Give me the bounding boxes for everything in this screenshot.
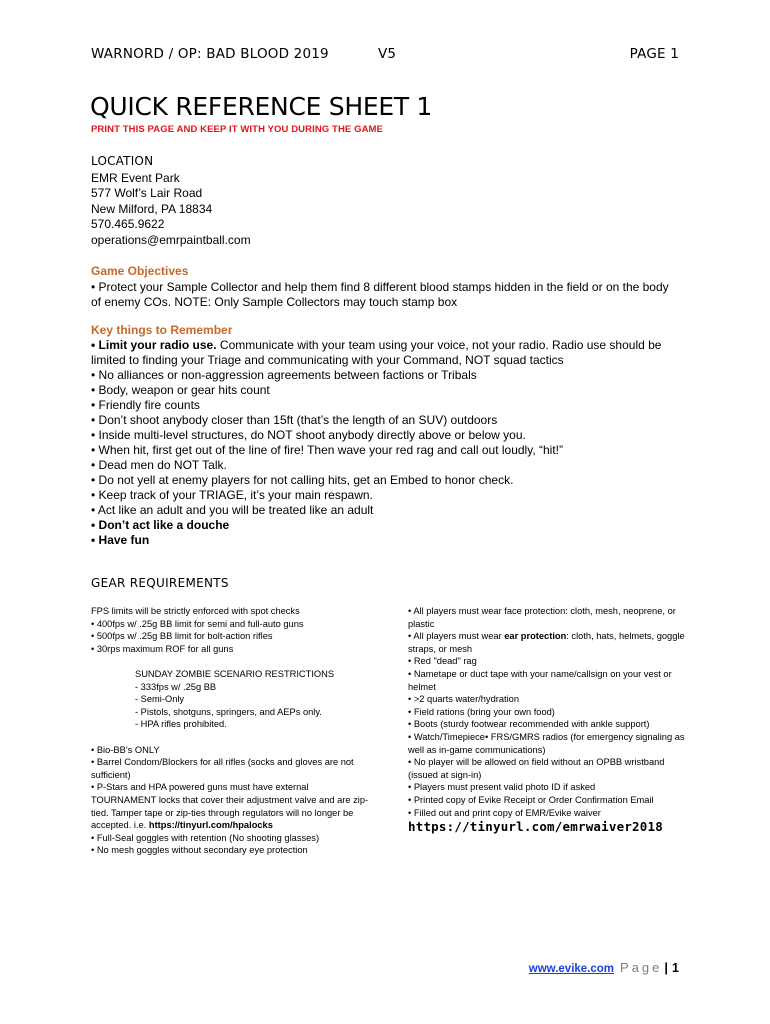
header-version: V5 [378,46,397,62]
objectives-section [91,264,681,310]
key-item-radio-bold: • Limit your radio use. [91,338,217,352]
page-footer [529,960,679,975]
header-page-number: PAGE 1 [629,46,679,62]
zombie-heading: SUNDAY ZOMBIE SCENARIO RESTRICTIONS [135,668,335,679]
location-line: EMR Event Park [91,170,180,185]
key-item: • When hit, first get out of the line of fire! Then wave your red rag and call out loudly, “hit!” [91,443,563,457]
location-line: New Milford, PA 18834 [91,201,213,216]
key-item-radio-rest: Communicate with your team using your voice, not your radio. Radio use should be limited to finding your Triage and communicating with your Command, NOT squad tactics [91,338,662,367]
gear-rule: • Full-Seal goggles with retention (No shooting glasses) [91,832,320,843]
gear-rule: • Barrel Condom/Blockers for all rifles (socks and gloves are not sufficient) [91,757,354,780]
gear-rule-locks [91,781,376,831]
spacer [91,731,376,744]
key-item-radio [91,338,681,368]
objectives-heading: Game Objectives [91,264,189,278]
location-heading: LOCATION [91,154,154,168]
gear-item-ear-bold: ear protection [504,631,567,642]
gear-item: • Field rations (bring your own food) [408,706,555,717]
key-item: • Dead men do NOT Talk. [91,458,227,472]
header-doc-title: WARNORD / OP: BAD BLOOD 2019 [91,46,329,62]
gear-rule: • No mesh goggles without secondary eye protection [91,845,308,856]
fps-line: • 400fps w/ .25g BB limit for semi and full-auto guns [91,618,304,629]
gear-item: • Nametape or duct tape with your name/callsign on your vest or helmet [408,668,672,692]
footer-page-word: Page [620,960,663,975]
gear-item-ear [408,630,693,655]
key-item: • Keep track of your TRIAGE, it’s your main respawn. [91,488,373,502]
location-email: operations@emrpaintball.com [91,232,251,247]
gear-item-ear-pre: • All players must wear [408,631,505,642]
key-item: • Do not yell at enemy players for not calling hits, get an Embed to honor check. [91,473,514,487]
gear-item: • Printed copy of Evike Receipt or Order Confirmation Email [408,794,654,805]
gear-item: • No player will be allowed on field without an OPBB wristband (issued at sign-in) [408,757,665,780]
gear-right-column [408,605,693,834]
location-line: 577 Wolf’s Lair Road [91,186,203,200]
zombie-line: - HPA rifles prohibited. [135,719,227,730]
spacer [91,655,376,668]
zombie-line: - Semi-Only [135,694,185,705]
objectives-text: • Protect your Sample Collector and help them find 8 different blood stamps hidden in the field or on the body of enemy COs. NOTE: Only Sample Collectors may touch stamp box [91,280,669,309]
zombie-line: - 333fps w/ .25g BB [135,681,217,692]
fps-line: • 500fps w/ .25g BB limit for bolt-action rifles [91,631,273,642]
gear-rule: • Bio-BB’s ONLY [91,744,160,755]
page-title: QUICK REFERENCE SHEET 1 [90,92,433,121]
footer-page-number: 1 [672,961,679,975]
gear-item: • All players must wear face protection: cloth, mesh, neoprene, or plastic [408,606,676,629]
gear-item: • Filled out and print copy of EMR/Evike waiver [408,807,601,818]
gear-item: • >2 quarts water/hydration [408,694,520,705]
gear-item: • Red "dead" rag [408,656,477,667]
key-item: • Friendly fire counts [91,398,200,412]
key-item: • Act like an adult and you will be treated like an adult [91,503,374,517]
key-item: • Don’t shoot anybody closer than 15ft (that’s the length of an SUV) outdoors [91,413,498,427]
footer-separator: | [664,960,669,975]
hpa-locks-link[interactable]: https://tinyurl.com/hpalocks [148,820,273,831]
gear-heading: GEAR REQUIREMENTS [91,576,229,590]
fps-line: FPS limits will be strictly enforced with spot checks [91,606,300,616]
key-item-bold: • Don’t act like a douche [91,518,230,532]
gear-item: • Watch/Timepiece• FRS/GMRS radios (for emergency signaling as well as in-game communications) [408,731,685,755]
gear-item: • Players must present valid photo ID if asked [408,782,596,793]
location-phone: 570.465.9622 [91,217,165,231]
page-subtitle: PRINT THIS PAGE AND KEEP IT WITH YOU DURING THE GAME [91,124,383,135]
gear-rule-locks-text: • P-Stars and HPA powered guns must have external TOURNAMENT locks that cover their adjustment valve and are zip-tied. Tamper tape or zip-ties through regulators will no longer be accepted. i.e. [91,782,369,831]
gear-left-column [91,605,376,857]
key-item: • Body, weapon or gear hits count [91,383,270,397]
key-things-section [91,323,681,548]
page-header [91,46,679,66]
key-item-bold: • Have fun [91,533,150,547]
fps-line: • 30rps maximum ROF for all guns [91,643,234,654]
gear-item: • Boots (sturdy footwear recommended with ankle support) [408,719,650,730]
waiver-link[interactable]: https://tinyurl.com/emrwaiver2018 [408,819,663,835]
key-things-heading: Key things to Remember [91,323,233,337]
location-section [91,154,251,248]
zombie-line: - Pistols, shotguns, springers, and AEPs only. [135,706,322,717]
key-item: • Inside multi-level structures, do NOT shoot anybody directly above or below you. [91,428,526,442]
key-item: • No alliances or non-aggression agreements between factions or Tribals [91,368,477,382]
evike-site-link[interactable]: www.evike.com [528,963,615,975]
gear-item-ear-post: : cloth, hats, helmets, goggle straps, or mesh [408,631,685,654]
